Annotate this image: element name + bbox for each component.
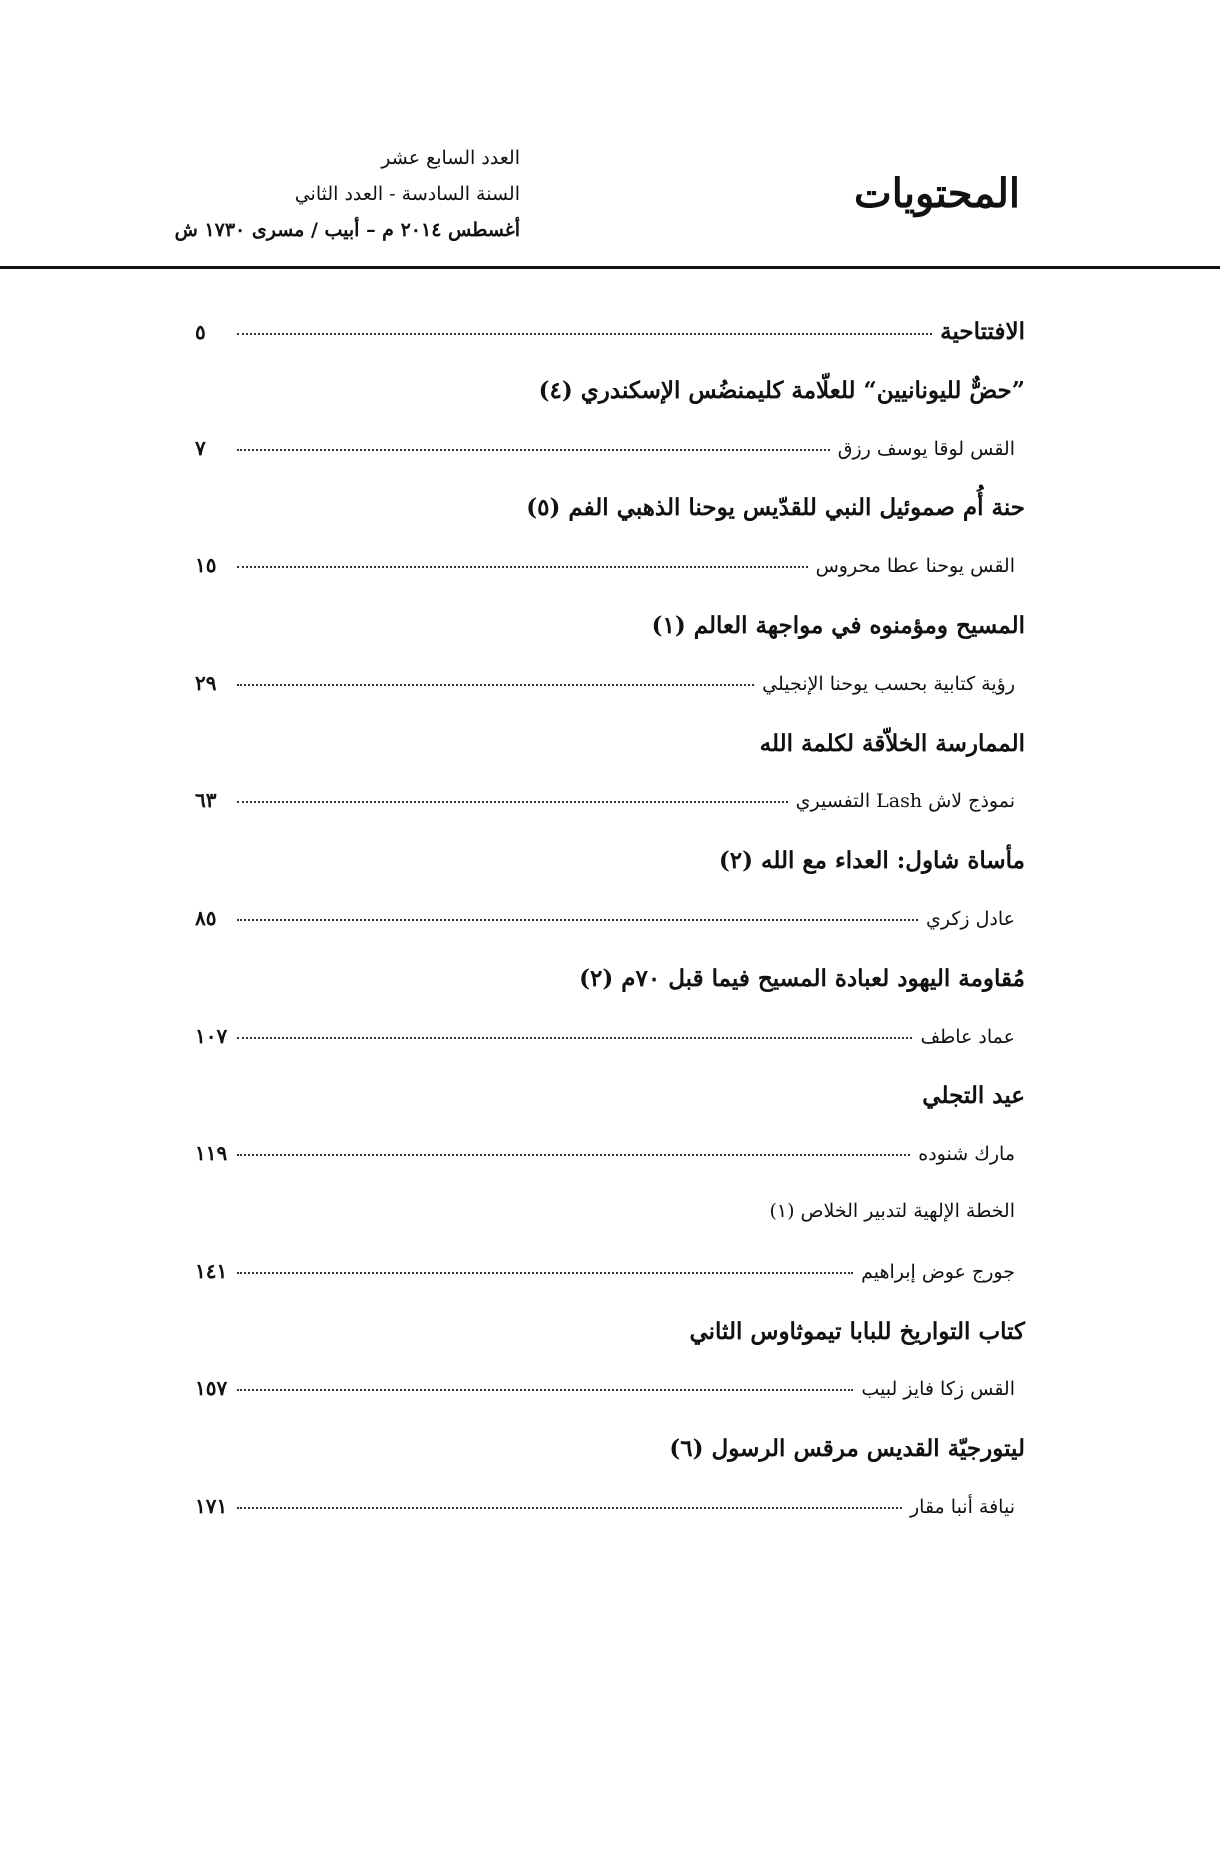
article-title: حنة أُم صموئيل النبي للقدّيس يوحنا الذهبي الفم (٥) (526, 494, 1025, 522)
article-title: عيد التجلي (922, 1082, 1025, 1110)
dot-leader (237, 1037, 912, 1039)
article-title: مأساة شاول: العداء مع الله (٢) (718, 847, 1025, 875)
toc-author-entry (195, 1024, 1025, 1083)
issue-date: أغسطس ٢٠١٤ م – أبيب / مسرى ١٧٣٠ ش (174, 219, 520, 241)
toc-author-entry (195, 906, 1025, 965)
article-title: ”حضٌّ لليونانيين“ للعلّامة كليمنضُس الإسكندري (٤) (538, 376, 1025, 404)
page-number: ١٥ (195, 553, 217, 578)
toc-author-entry (195, 553, 1025, 612)
dot-leader (237, 684, 754, 686)
toc-article-entry (195, 1318, 1025, 1377)
toc-author-entry (195, 1494, 1025, 1553)
dot-leader (237, 1507, 902, 1509)
toc-article-entry (195, 1082, 1025, 1141)
page-number: ٨٥ (195, 905, 217, 930)
issue-number: العدد السابع عشر (381, 147, 520, 169)
toc-author-entry (195, 436, 1025, 495)
toc-article-entry (195, 494, 1025, 553)
toc-article-entry (195, 730, 1025, 789)
toc-article-entry (195, 318, 1025, 377)
dot-leader (237, 1272, 853, 1274)
toc-author-entry (195, 788, 1025, 847)
toc-author-entry (195, 1376, 1025, 1435)
dot-leader (237, 1389, 853, 1391)
dot-leader (237, 801, 788, 803)
article-title: الافتتاحية (940, 318, 1025, 345)
page-number: ١٤١ (195, 1258, 228, 1283)
header-divider (0, 266, 1220, 269)
author-name: نموذج لاش Lash التفسيري (795, 790, 1015, 813)
toc-author-entry (195, 1259, 1025, 1318)
author-name: نيافة أنبا مقار (909, 1495, 1015, 1518)
page-number: ١١٩ (195, 1141, 228, 1166)
issue-info (175, 140, 520, 248)
author-name: الخطة الإلهية لتدبير الخلاص (١) (769, 1199, 1015, 1222)
toc-article-entry (195, 1435, 1025, 1494)
page-number: ١٧١ (195, 1493, 228, 1518)
article-title: الممارسة الخلاّقة لكلمة الله (759, 729, 1025, 757)
toc-author-entry (195, 671, 1025, 730)
year-issue: السنة السادسة - العدد الثاني (294, 183, 520, 205)
article-title: ليتورجيّة القديس مرقس الرسول (٦) (669, 1435, 1025, 1463)
dot-leader (237, 449, 830, 451)
article-title: المسيح ومؤمنوه في مواجهة العالم (١) (651, 611, 1025, 639)
author-name: عماد عاطف (920, 1025, 1015, 1048)
toc-article-entry (195, 965, 1025, 1024)
article-title: مُقاومة اليهود لعبادة المسيح فيما قبل ٧٠م (٢) (579, 964, 1025, 992)
table-of-contents (195, 318, 1025, 1553)
article-title: كتاب التواريخ للبابا تيموثاوس الثاني (689, 1317, 1025, 1345)
dot-leader (237, 919, 918, 921)
page-title: المحتويات (854, 170, 1020, 217)
dot-leader (237, 1154, 910, 1156)
page-number: ٢٩ (195, 670, 217, 695)
author-name: رؤية كتابية بحسب يوحنا الإنجيلي (762, 672, 1015, 695)
page-number: ٦٣ (195, 788, 217, 813)
author-name: جورج عوض إبراهيم (861, 1260, 1015, 1283)
author-name: عادل زكري (925, 907, 1015, 930)
page-number: ١٠٧ (195, 1023, 228, 1048)
dot-leader (237, 333, 932, 335)
toc-author-entry (195, 1200, 1025, 1259)
page-number: ٥ (195, 320, 206, 344)
toc-author-entry (195, 1141, 1025, 1200)
toc-article-entry (195, 612, 1025, 671)
page-number: ٧ (195, 435, 206, 460)
author-name: القس يوحنا عطا محروس (815, 555, 1015, 578)
toc-article-entry (195, 847, 1025, 906)
author-name: القس زكا فايز لبيب (861, 1378, 1015, 1401)
dot-leader (237, 566, 808, 568)
page-header (0, 0, 1220, 272)
toc-article-entry (195, 377, 1025, 436)
page-number: ١٥٧ (195, 1376, 228, 1401)
author-name: القس لوقا يوسف رزق (837, 437, 1015, 460)
author-name: مارك شنوده (918, 1143, 1015, 1166)
